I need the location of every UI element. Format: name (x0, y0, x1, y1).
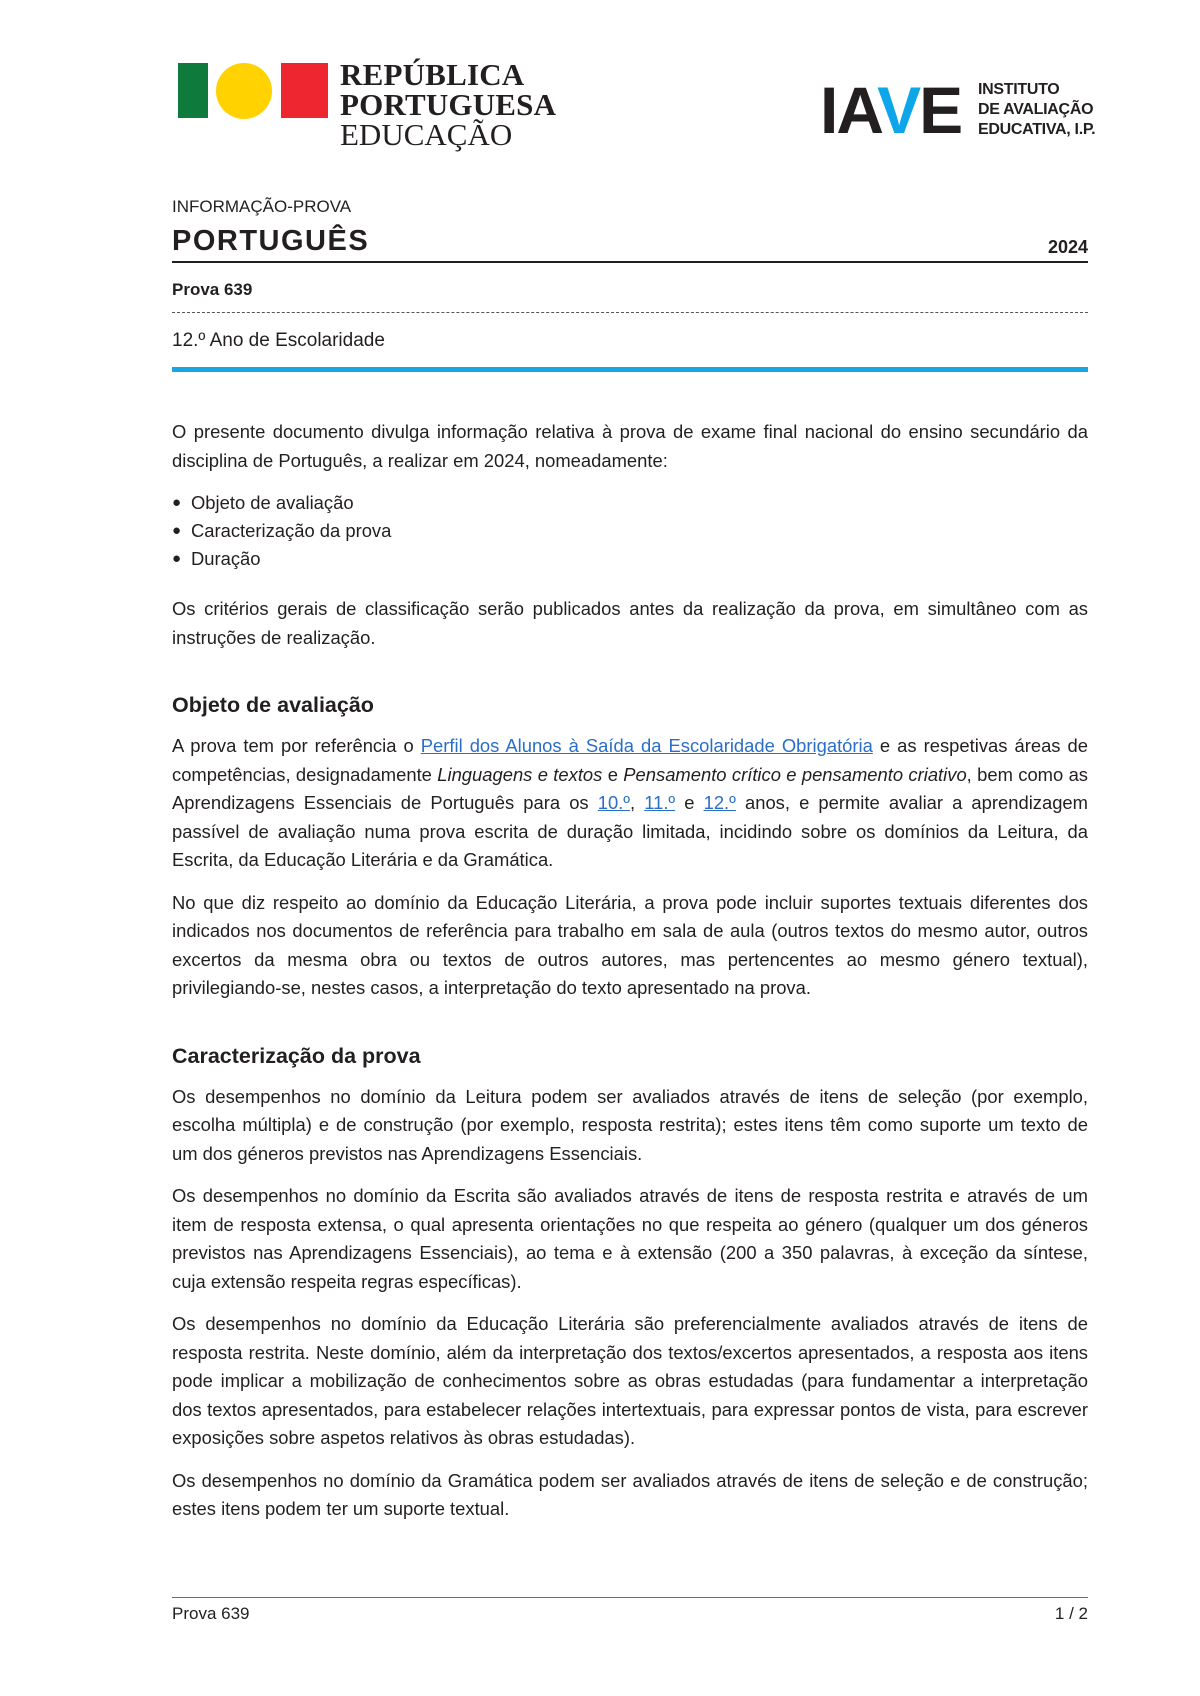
footer-divider (172, 1597, 1088, 1598)
logo-yellow-circle (216, 63, 272, 119)
criteria-paragraph: Os critérios gerais de classificação serão publicados antes da realização da prova, em simultâneo com as instruções de realização. (172, 598, 1088, 648)
link-10-ano[interactable]: 10.º (597, 792, 631, 813)
republica-sub: EDUCAÇÃO (340, 117, 513, 152)
caracterizacao-paragraph-1: Os desempenhos no domínio da Leitura podem ser avaliados através de itens de seleção (por exemplo, escolha múltipla) e de construção (por exemplo, resposta restrita); estes itens têm como suporte um texto de um dos géneros previstos nas Aprendizagens Essenciais. (172, 1085, 1088, 1164)
republica-wordmark (340, 57, 557, 152)
prova-label: Prova 639 (172, 280, 253, 299)
blue-divider (172, 367, 1088, 372)
text-run: A prova tem por referência o (172, 735, 421, 756)
bullet-icon: ● (172, 494, 182, 511)
caracterizacao-paragraph-2: Os desempenhos no domínio da Escrita são avaliados através de itens de resposta restrita e através de um item de resposta extensa, o qual apresenta orientações no que respeita ao género (qualquer um dos géneros previstos nas Aprendizagens Essenciais), ao tema e à extensão (200 a 350 palavras, à exceção da síntese, cuja extensão respeita regras específicas). (172, 1185, 1088, 1292)
objeto-paragraph-1 (172, 732, 1088, 875)
title-divider (172, 261, 1088, 263)
emphasis-linguagens: Linguagens e textos (437, 763, 603, 785)
document-body (172, 418, 1088, 1538)
iave-subtitle (978, 80, 1095, 140)
text-run: anos, e permite avaliar a aprendizagem passível de avaliação numa prova escrita de duração limitada, incidindo sobre os domínios da Leitura, da Escrita, da Educação Literária e da Gramática. (172, 792, 1088, 870)
republica-line-1: REPÚBLICA (340, 57, 525, 92)
section-heading-objeto: Objeto de avaliação (172, 693, 374, 717)
caracterizacao-paragraph-3: Os desempenhos no domínio da Educação Literária são preferencialmente avaliados através de itens de resposta restrita. Neste domínio, além da interpretação dos textos/excertos apresentados, a resposta aos itens pode implicar a mobilização de conhecimentos sobre as obras estudadas (para fundamentar a interpretação dos textos apresentados, para estabelecer relações intertextuais, para expressar pontos de vista, para escrever exposições sobre aspetos relativos às obras estudadas). (172, 1313, 1088, 1448)
list-item-label: Objeto de avaliação (191, 492, 354, 513)
logo-red-square (281, 63, 328, 118)
iave-sub-line-2: DE AVALIAÇÃO (978, 101, 1094, 118)
bullet-icon: ● (172, 522, 182, 539)
page-number: 1 / 2 (1054, 1604, 1088, 1623)
document-kicker: INFORMAÇÃO-PROVA (172, 197, 352, 216)
perfil-link[interactable]: Perfil dos Alunos à Saída da Escolaridade Obrigatória (420, 735, 873, 756)
text-run: e (602, 763, 624, 785)
list-item-label: Duração (191, 548, 261, 569)
objeto-paragraph-2: No que diz respeito ao domínio da Educação Literária, a prova pode incluir suportes textuais diferentes dos indicados nos documentos de referência para trabalho em sala de aula (outros textos do mesmo autor, outros excertos da mesma obra ou textos de outros autores, mas pertencentes ao mesmo género textual), privilegiando-se, nestes casos, a interpretação do texto apresentado na prova. (172, 891, 1088, 998)
link-12-ano[interactable]: 12.º (703, 792, 736, 813)
grade-label: 12.º Ano de Escolaridade (172, 330, 385, 351)
list-item (172, 517, 1088, 545)
iave-sub-line-1: INSTITUTO (978, 81, 1060, 98)
list-item (172, 489, 1088, 517)
text-run: , (630, 792, 645, 813)
intro-paragraph: O presente documento divulga informação relativa à prova de exame final nacional do ensino secundário da disciplina de Português, a realizar em 2024, nomeadamente: (172, 421, 1088, 471)
section-heading-caracterizacao: Caracterização da prova (172, 1043, 421, 1068)
caracterizacao-paragraph-4: Os desempenhos no domínio da Gramática podem ser avaliados através de itens de seleção e de construção; estes itens podem ter um suporte textual. (172, 1469, 1088, 1519)
logo-green-square (178, 63, 208, 118)
page-title: PORTUGUÊS (172, 225, 370, 257)
list-item-label: Caracterização da prova (191, 520, 392, 541)
list-item (172, 545, 1088, 573)
document-year: 2024 (1047, 237, 1088, 257)
emphasis-pensamento: Pensamento crítico e pensamento criativo (623, 763, 967, 785)
republica-line-2: PORTUGUESA (340, 87, 557, 122)
footer-prova: Prova 639 (172, 1604, 250, 1623)
intro-list (172, 489, 1088, 573)
text-run: e as respetivas áreas de competências, designadamente (172, 735, 1088, 785)
dashed-divider (172, 312, 1088, 313)
iave-wordmark: IAVE (820, 73, 962, 147)
bullet-icon: ● (172, 550, 182, 567)
text-run: e (675, 792, 704, 813)
iave-sub-line-3: EDUCATIVA, I.P. (978, 121, 1096, 138)
link-11-ano[interactable]: 11.º (644, 792, 676, 813)
text-run: , bem como as Aprendizagens Essenciais de Português para os (172, 763, 1088, 813)
